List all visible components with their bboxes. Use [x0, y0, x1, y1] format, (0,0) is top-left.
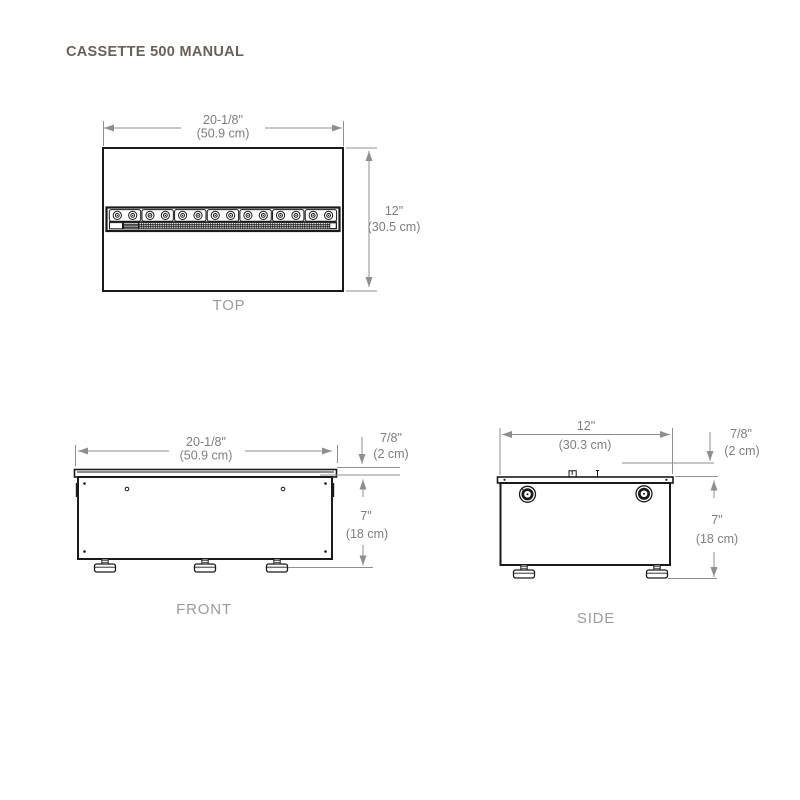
top-width-cm: (50.9 cm) — [196, 126, 250, 141]
front-lip-inches: 7/8" — [380, 431, 402, 445]
side-height-inches: 7" — [711, 513, 723, 527]
side-foot-left — [514, 565, 535, 578]
top-depth-cm: (30.5 cm) — [367, 220, 421, 234]
top-width-dimension — [104, 113, 344, 146]
front-top-lip — [75, 470, 337, 478]
front-view — [75, 431, 409, 618]
front-width-dimension — [76, 435, 338, 467]
side-width-cm: (30.3 cm) — [558, 438, 612, 452]
front-lip-dimension — [320, 431, 409, 475]
burner-strip — [107, 208, 340, 232]
top-view-label: TOP — [212, 297, 246, 314]
front-foot-left — [95, 559, 116, 572]
side-width-inches: 12" — [576, 419, 596, 433]
front-height-inches: 7" — [360, 509, 372, 523]
side-view-label: SIDE — [576, 610, 616, 627]
page-title: CASSETTE 500 MANUAL — [66, 44, 245, 60]
side-lip-screw-right — [665, 479, 667, 481]
side-lip-cm: (2 cm) — [724, 444, 760, 458]
side-lip-screw-left — [503, 479, 505, 481]
side-foot-right — [647, 565, 668, 578]
front-foot-right — [267, 559, 288, 572]
side-top-bracket — [569, 470, 599, 477]
front-height-cm: (18 cm) — [345, 527, 389, 541]
front-width-inches: 20-1/8" — [186, 435, 226, 449]
side-view — [498, 419, 760, 627]
front-foot-middle — [195, 559, 216, 572]
top-view — [103, 113, 420, 314]
side-height-cm: (18 cm) — [695, 532, 739, 546]
front-view-label: FRONT — [176, 601, 232, 618]
top-depth-dimension — [346, 148, 420, 291]
front-left-tab — [76, 483, 79, 497]
side-width-dimension — [500, 419, 673, 475]
top-width-inches: 20-1/8" — [203, 113, 243, 127]
front-width-cm: (50.9 cm) — [179, 448, 233, 463]
front-lip-cm: (2 cm) — [373, 447, 409, 461]
strip-hatch-band — [139, 223, 337, 229]
side-height-dimension — [668, 481, 738, 579]
front-right-tab — [331, 483, 334, 497]
top-depth-inches: 12" — [384, 204, 404, 218]
front-body-outline — [78, 477, 332, 559]
side-knob-right — [636, 486, 652, 502]
side-lip-inches: 7/8" — [730, 427, 752, 441]
